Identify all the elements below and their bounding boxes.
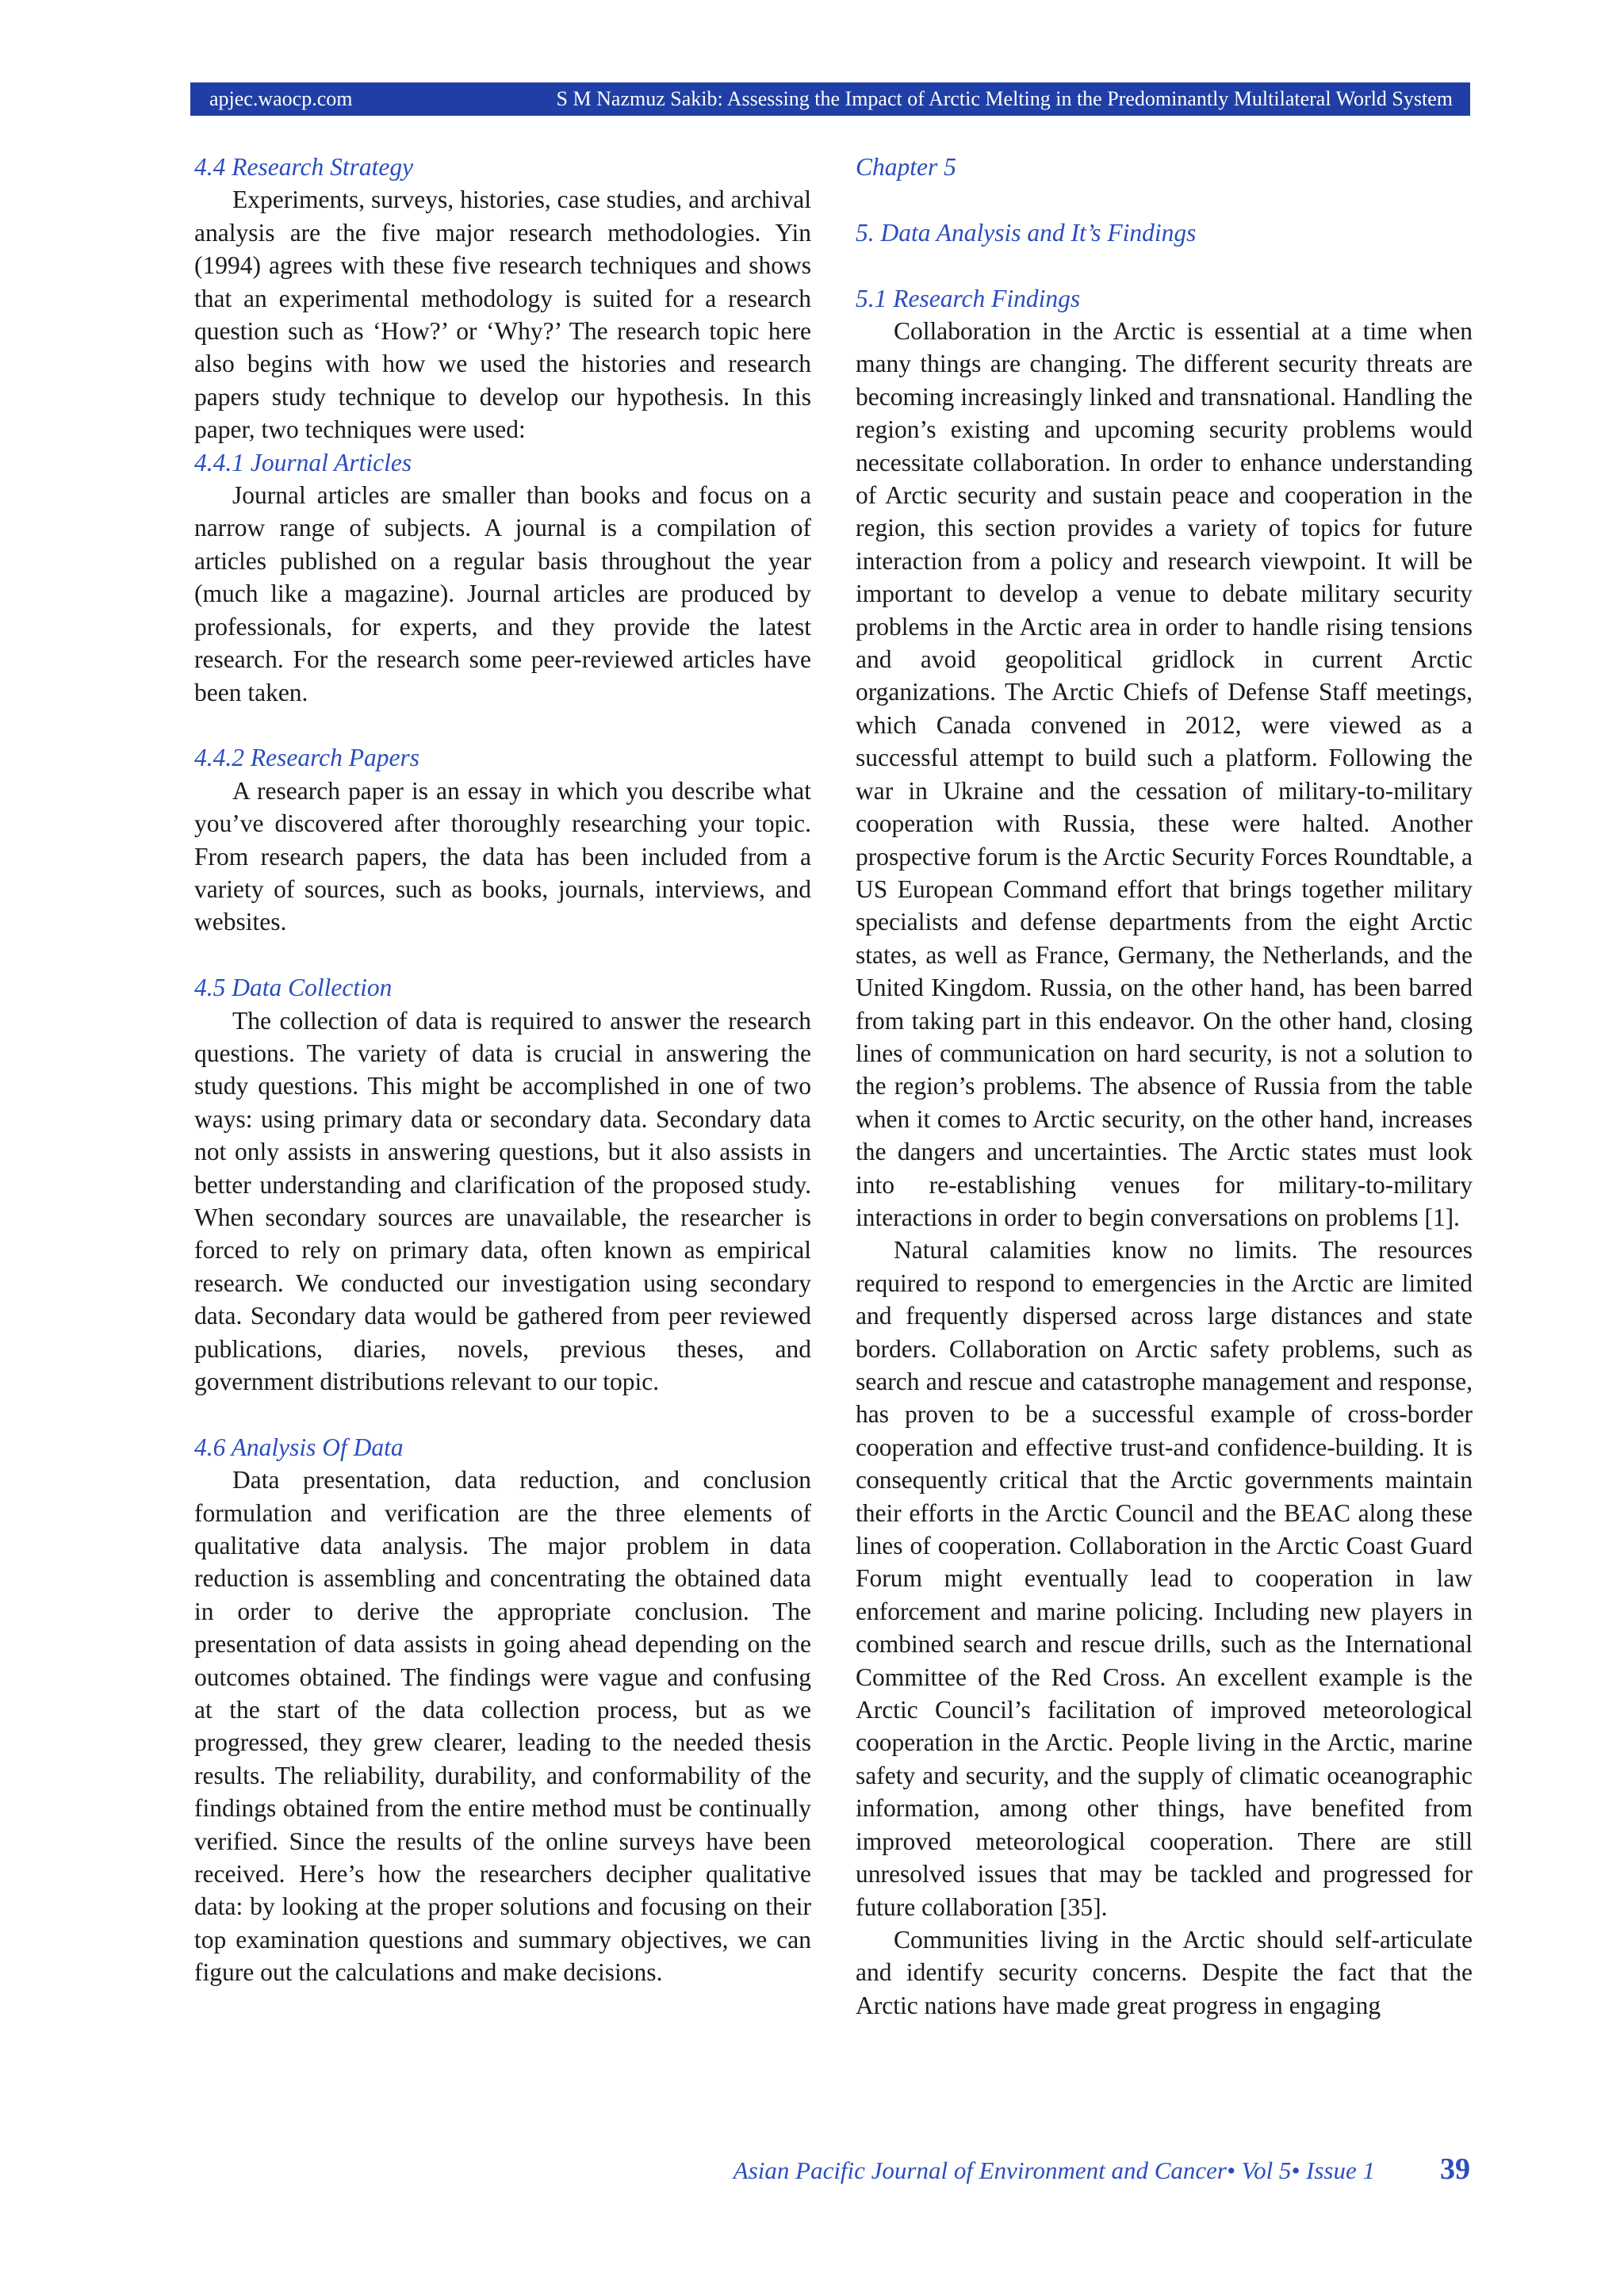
paragraph-journal-articles: Journal articles are smaller than books and focus on a narrow range of subjects. A journal is a compilation of articles published on a regular basis throughout the year (much like a magazine). Journal articles are produced by professionals, for experts, and they provide the latest research. For the research some peer-reviewed articles have been taken. xyxy=(194,481,811,706)
section-heading-5: 5. Data Analysis and It’s Findings xyxy=(856,218,1197,247)
paragraph-findings-3: Communities living in the Arctic should self-articulate and identify security concerns. Despite the fact that the Arctic nations have made great progress in engaging xyxy=(856,1925,1473,2019)
page-number: 39 xyxy=(1440,2152,1470,2186)
chapter-heading: Chapter 5 xyxy=(856,153,956,181)
section-heading-4-4: 4.4 Research Strategy xyxy=(194,153,414,181)
paragraph-analysis-of-data: Data presentation, data reduction, and conclusion formulation and verification are the three elements of qualitative data analysis. The major problem in data reduction is assembling and concentrating the obtained data in order to derive the appropriate conclusion. The presentation of data assists in going ahead depending on the outcomes obtained. The findings were vague and confusing at the start of the data collection process, but as we progressed, they grew clearer, leading to the needed thesis results. The reliability, durability, and conformability of the findings obtained from the entire method must be continually verified. Since the results of the online surveys have been received. Here’s how the researchers decipher qualitative data: by looking at the proper solutions and focusing on their top examination questions and summary objectives, we can figure out the calculations and make decisions. xyxy=(194,1466,811,1987)
paragraph-data-collection: The collection of data is required to answer the research questions. The variety of data is crucial in answering the study questions. This might be accomplished in one of two ways: using primary data or secondary data. Secondary data not only assists in answering questions, but it also assists in better understanding and clarification of the proposed study. When secondary sources are unavailable, the researcher is forced to rely on primary data, often known as empirical research. We conducted our investigation using secondary data. Secondary data would be gathered from peer reviewed publications, diaries, novels, previous theses, and government distributions relevant to our topic. xyxy=(194,1006,811,1395)
right-column xyxy=(856,151,1473,2022)
section-heading-4-5: 4.5 Data Collection xyxy=(194,974,393,1002)
section-heading-4-4-1: 4.4.1 Journal Articles xyxy=(194,448,412,476)
running-title: S M Nazmuz Sakib: Assessing the Impact of Arctic Melting in the Predominantly Multilateral World System xyxy=(556,87,1453,110)
running-header xyxy=(190,82,1470,116)
paragraph-findings-1: Collaboration in the Arctic is essential at a time when many things are changing. The different security threats are becoming increasingly linked and transnational. Handling the region’s existing and upcoming security problems would necessitate collaboration. In order to enhance understanding of Arctic security and sustain peace and cooperation in the region, this section provides a variety of topics for future interaction from a policy and research viewpoint. It will be important to develop a venue to debate military security problems in the Arctic area in order to handle rising tensions and avoid geopolitical gridlock in current Arctic organizations. The Arctic Chiefs of Defense Staff meetings, which Canada convened in 2012, were viewed as a successful attempt to build such a platform. Following the war in Ukraine and the cessation of military-to-military cooperation with Russia, these were halted. Another prospective forum is the Arctic Security Forces Roundtable, a US European Command effort that brings together military specialists and defense departments from the eight Arctic states, as well as France, Germany, the Netherlands, and the United Kingdom. Russia, on the other hand, has been barred from taking part in this endeavor. On the other hand, closing lines of communication on hard security, is not a solution to the region’s problems. The absence of Russia from the table when it comes to Arctic security, on the other hand, increases the dangers and uncertainties. The Arctic states must look into re-establishing venues for military-to-military interactions in order to begin conversations on problems [1]. xyxy=(856,317,1473,1231)
left-column xyxy=(194,151,811,1989)
section-heading-4-6: 4.6 Analysis Of Data xyxy=(194,1433,404,1461)
section-heading-5-1: 5.1 Research Findings xyxy=(856,284,1081,312)
journal-website: apjec.waocp.com xyxy=(209,87,353,110)
page-footer xyxy=(682,2147,1470,2195)
paragraph-findings-2: Natural calamities know no limits. The resources required to respond to emergencies in the Arctic are limited and frequently dispersed across large distances and state borders. Collaboration on Arctic safety problems, such as search and rescue and catastrophe management and response, has proven to be a successful example of cross-border cooperation and effective trust-and confidence-building. It is consequently critical that the Arctic governments maintain their efforts in the Arctic Council and the BEAC along these lines of cooperation. Collaboration in the Arctic Coast Guard Forum might eventually lead to cooperation in law enforcement and marine policing. Including new players in combined search and rescue drills, such as the International Committee of the Red Cross. An excellent example is the Arctic Council’s facilitation of improved meteorological cooperation in the Arctic. People living in the Arctic, marine safety and security, and the supply of climatic oceanographic information, among other things, have benefited from improved meteorological cooperation. There are still unresolved issues that may be tackled and progressed for future collaboration [35]. xyxy=(856,1236,1473,1921)
paragraph-research-papers: A research paper is an essay in which you describe what you’ve discovered after thoroughly researching your topic. From research papers, the data has been included from a variety of sources, such as books, journals, interviews, and websites. xyxy=(194,776,811,936)
section-heading-4-4-2: 4.4.2 Research Papers xyxy=(194,744,420,772)
paragraph-research-strategy: Experiments, surveys, histories, case studies, and archival analysis are the five major research methodologies. Yin (1994) agrees with these five research techniques and shows that an experimental methodology is suited for a research question such as ‘How?’ or ‘Why?’ The research topic here also begins with how we used the histories and research papers study technique to develop our hypothesis. In this paper, two techniques were used: xyxy=(194,186,811,444)
footer-journal-name: Asian Pacific Journal of Environment and Cancer• Vol 5• Issue 1 xyxy=(733,2156,1375,2184)
